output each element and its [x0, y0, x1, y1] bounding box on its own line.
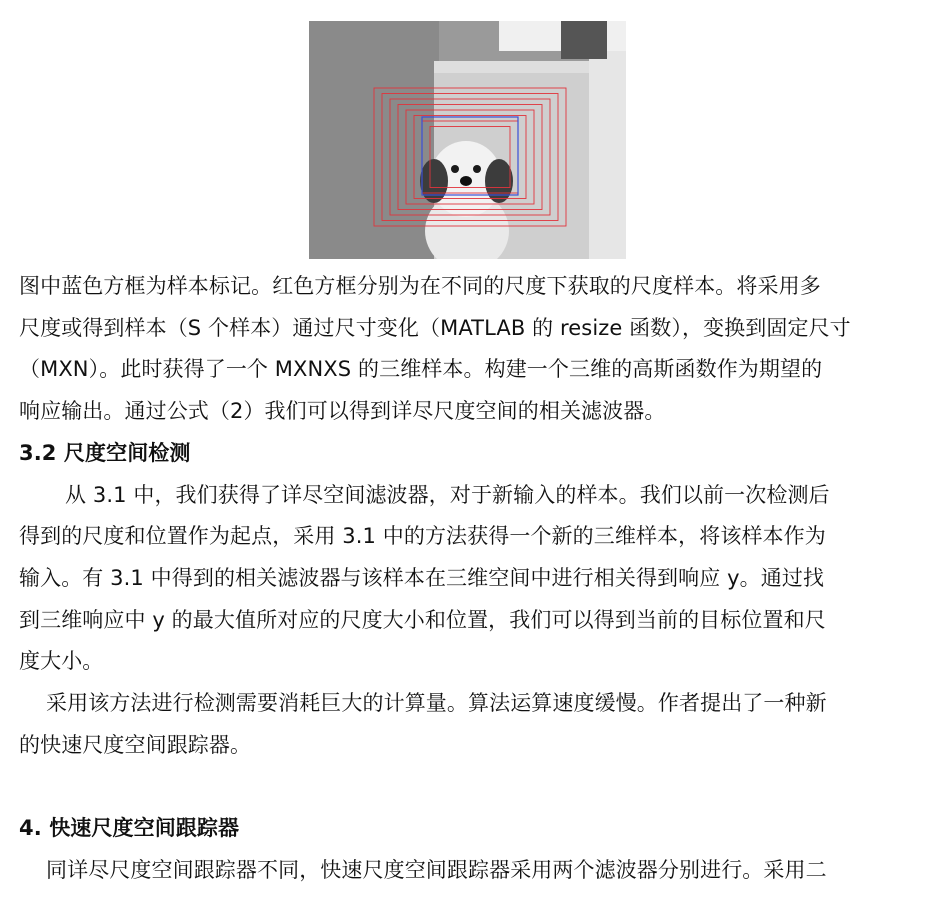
- section-heading-4: 4. 快速尺度空间跟踪器: [19, 816, 240, 841]
- text-line: 尺度或得到样本（S 个样本）通过尺寸变化（MATLAB 的 resize 函数），变换到固定尺寸: [19, 315, 851, 340]
- section-heading-3-2: 3.2 尺度空间检测: [19, 440, 191, 465]
- text-line: 从 3.1 中，我们获得了详尽空间滤波器，对于新输入的样本。我们以前一次检测后: [65, 482, 830, 507]
- text-line: 度大小。: [19, 649, 104, 674]
- text-line: 输入。有 3.1 中得到的相关滤波器与该样本在三维空间中进行相关得到响应 y。通过找: [19, 565, 825, 590]
- text-line: 同详尽尺度空间跟踪器不同，快速尺度空间跟踪器采用两个滤波器分别进行。采用二: [46, 857, 827, 882]
- text-line: 到三维响应中 y 的最大值所对应的尺度大小和位置，我们可以得到当前的目标位置和尺: [19, 607, 826, 632]
- text-line: （MXN）。此时获得了一个 MXNXS 的三维样本。构建一个三维的高斯函数作为期望的: [19, 357, 823, 382]
- text-line: 图中蓝色方框为样本标记。红色方框分别为在不同的尺度下获取的尺度样本。将采用多: [19, 274, 821, 298]
- figure-dog-scale-samples: [309, 21, 626, 259]
- text-line: 的快速尺度空间跟踪器。: [19, 732, 252, 757]
- text-line: 响应输出。通过公式（2）我们可以得到详尽尺度空间的相关滤波器。: [19, 399, 666, 424]
- text-line: 得到的尺度和位置作为起点，采用 3.1 中的方法获得一个新的三维样本，将该样本作为: [19, 524, 826, 549]
- paragraph-figure-caption: [19, 266, 919, 892]
- text-line: 采用该方法进行检测需要消耗巨大的计算量。算法运算速度缓慢。作者提出了一种新: [46, 691, 827, 716]
- photo-dog-icon: [309, 21, 626, 259]
